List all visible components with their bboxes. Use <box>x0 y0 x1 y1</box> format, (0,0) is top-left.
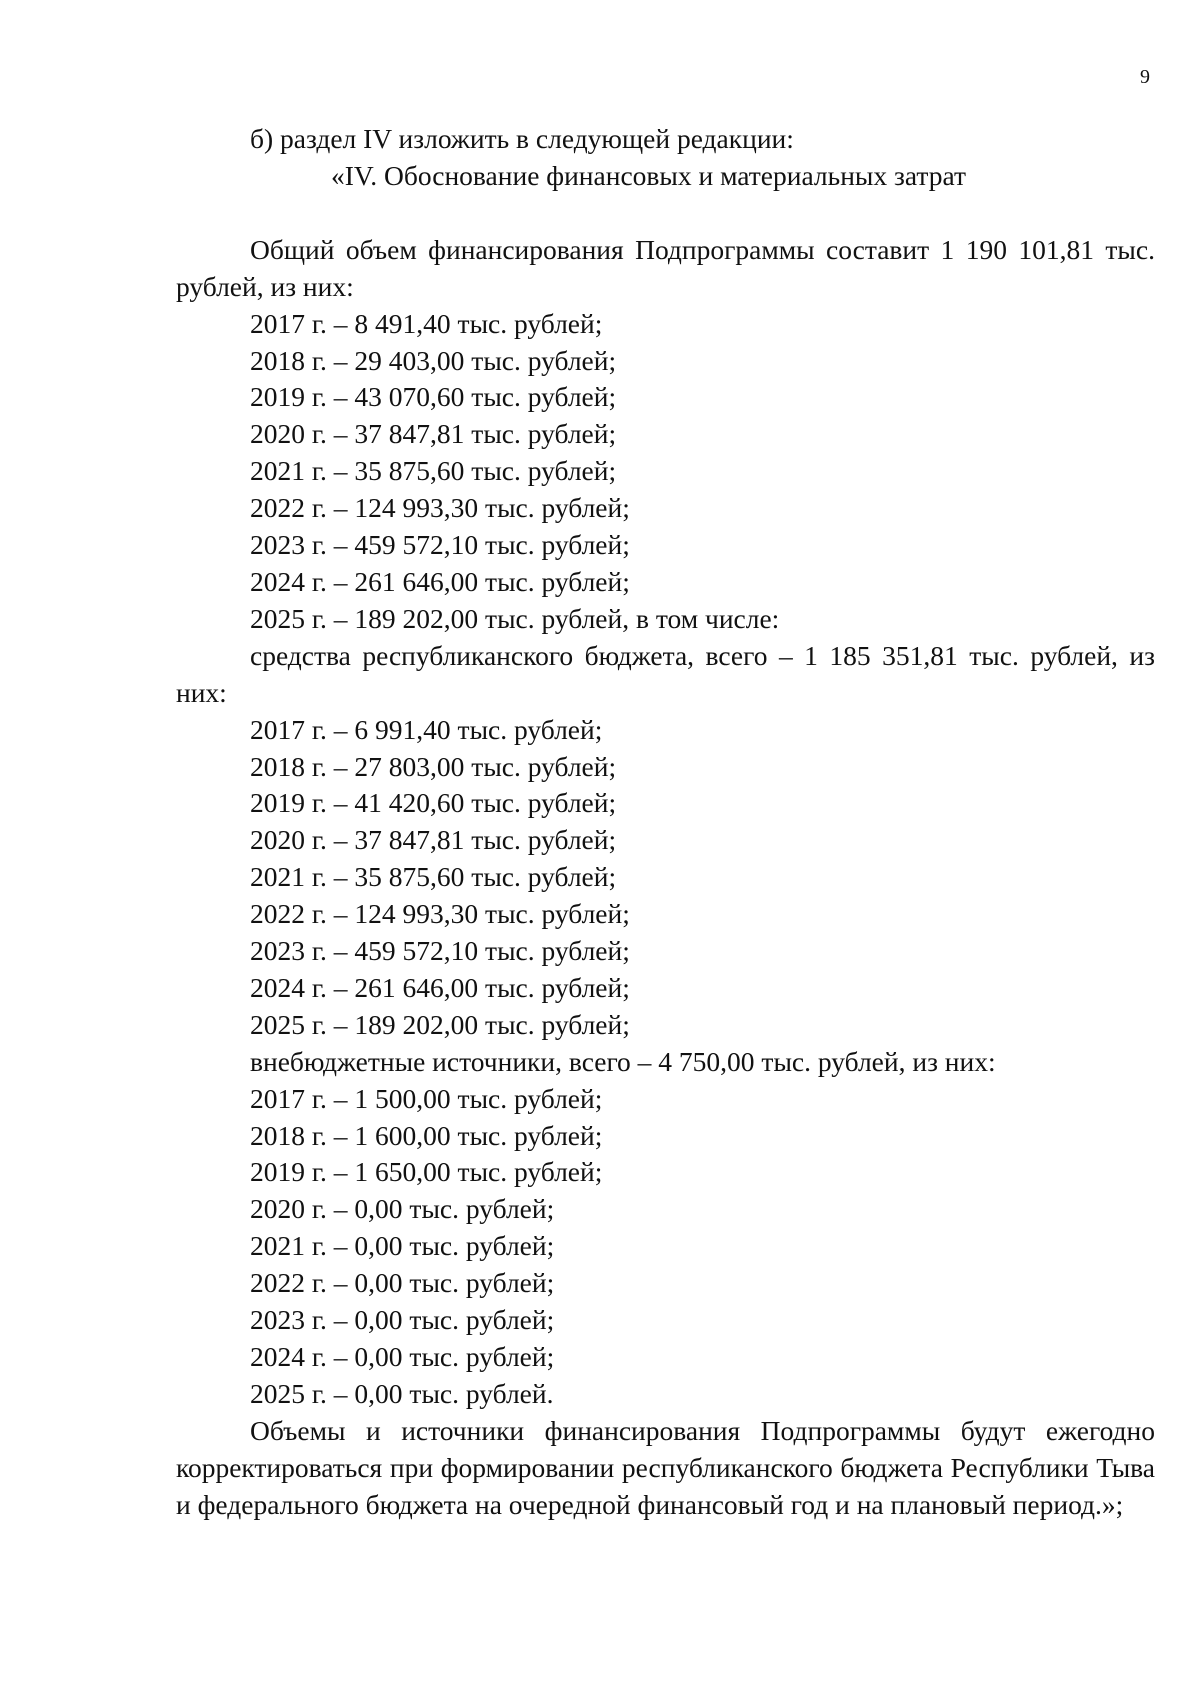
list-item: 2021 г. – 0,00 тыс. рублей; <box>250 1230 555 1262</box>
list-item: 2023 г. – 0,00 тыс. рублей; <box>250 1304 555 1336</box>
republican-years-list <box>176 712 1155 1044</box>
page-number: 9 <box>1140 66 1150 88</box>
list-item: 2021 г. – 35 875,60 тыс. рублей; <box>250 861 617 893</box>
list-item: 2025 г. – 189 202,00 тыс. рублей, в том числе: <box>250 602 780 634</box>
list-item: 2020 г. – 37 847,81 тыс. рублей; <box>250 824 617 856</box>
closing-paragraph: Объемы и источники финансирования Подпрограммы будут ежегодно корректироваться при формировании республиканского бюджета Республики Тыва и федерального бюджета на очередной финансовый год и на плановый период.»; <box>176 1414 1155 1520</box>
spacer <box>176 195 1155 232</box>
list-item: 2025 г. – 189 202,00 тыс. рублей; <box>250 1008 630 1040</box>
list-item: 2022 г. – 0,00 тыс. рублей; <box>250 1267 555 1299</box>
list-item: 2024 г. – 0,00 тыс. рублей; <box>250 1341 555 1372</box>
republican-paragraph: средства республиканского бюджета, всего – 1 185 351,81 тыс. рублей, из них: <box>176 639 1155 708</box>
extrabudget-paragraph: внебюджетные источники, всего – 4 750,00 тыс. рублей, из них: <box>250 1045 996 1077</box>
list-item: 2024 г. – 261 646,00 тыс. рублей; <box>250 565 630 597</box>
list-item: 2025 г. – 0,00 тыс. рублей. <box>250 1377 554 1409</box>
list-item: 2018 г. – 1 600,00 тыс. рублей; <box>250 1119 603 1151</box>
list-item: 2021 г. – 35 875,60 тыс. рублей; <box>250 455 617 487</box>
section-heading: «IV. Обоснование финансовых и материальных затрат <box>331 159 966 191</box>
intro-line: б) раздел IV изложить в следующей редакции: <box>250 123 794 154</box>
list-item: 2017 г. – 1 500,00 тыс. рублей; <box>250 1082 603 1114</box>
list-item: 2019 г. – 41 420,60 тыс. рублей; <box>250 787 617 819</box>
list-item: 2022 г. – 124 993,30 тыс. рублей; <box>250 898 630 930</box>
list-item: 2020 г. – 0,00 тыс. рублей; <box>250 1193 555 1225</box>
list-item: 2024 г. – 261 646,00 тыс. рублей; <box>250 971 630 1003</box>
list-item: 2020 г. – 37 847,81 тыс. рублей; <box>250 418 617 450</box>
list-item: 2018 г. – 29 403,00 тыс. рублей; <box>250 344 617 376</box>
list-item: 2022 г. – 124 993,30 тыс. рублей; <box>250 492 630 524</box>
list-item: 2017 г. – 8 491,40 тыс. рублей; <box>250 307 603 339</box>
list-item: 2018 г. – 27 803,00 тыс. рублей; <box>250 750 617 782</box>
total-years-list <box>176 306 1155 638</box>
list-item: 2023 г. – 459 572,10 тыс. рублей; <box>250 935 630 967</box>
list-item: 2019 г. – 43 070,60 тыс. рублей; <box>250 381 617 413</box>
list-item: 2017 г. – 6 991,40 тыс. рублей; <box>250 713 603 745</box>
total-paragraph: Общий объем финансирования Подпрограммы составит 1 190 101,81 тыс. рублей, из них: <box>176 233 1155 302</box>
list-item: 2019 г. – 1 650,00 тыс. рублей; <box>250 1156 603 1188</box>
list-item: 2023 г. – 459 572,10 тыс. рублей; <box>250 529 630 561</box>
extrabudget-years-list <box>176 1081 1155 1413</box>
document-body <box>176 121 1155 1524</box>
